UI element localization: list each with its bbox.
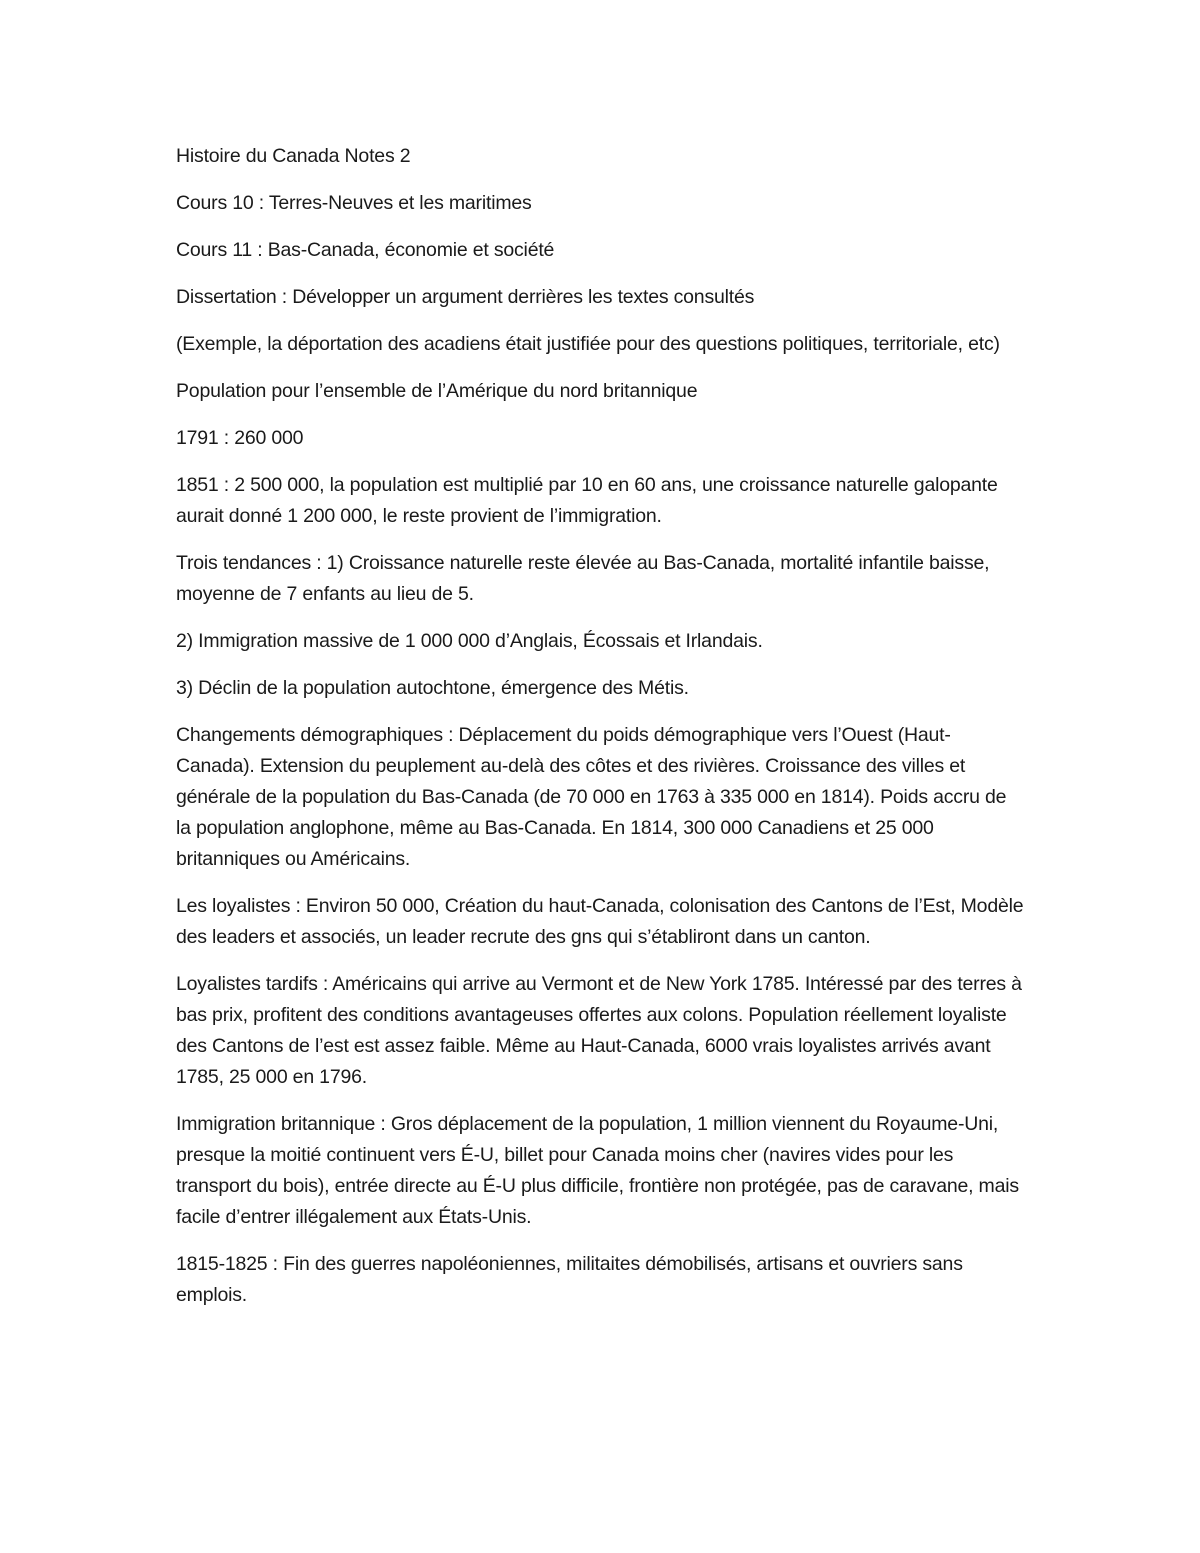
- paragraph-changements-demographiques: Changements démographiques : Déplacement du poids démographique vers l’Ouest (Haut-Canada). Extension du peuplement au-delà des côtes et des rivières. Croissance des villes et générale de la population du Bas-Canada (de 70 000 en 1763 à 335 000 en 1814). Poids accru de la population anglophone, même au Bas-Canada. En 1814, 300 000 Canadiens et 25 000 britanniques ou Américains.: [176, 724, 1007, 870]
- paragraph-loyalistes: Les loyalistes : Environ 50 000, Création du haut-Canada, colonisation des Cantons de l’Est, Modèle des leaders et associés, un leader recrute des gns qui s’établiront dans un canton.: [176, 895, 1024, 948]
- paragraph-exemple: (Exemple, la déportation des acadiens était justifiée pour des questions politiques, territoriale, etc): [176, 333, 1000, 355]
- paragraph-trois-tendances: Trois tendances : 1) Croissance naturelle reste élevée au Bas-Canada, mortalité infantile baisse, moyenne de 7 enfants au lieu de 5.: [176, 552, 990, 605]
- paragraph-dissertation: Dissertation : Développer un argument derrières les textes consultés: [176, 286, 755, 308]
- paragraph-cours-10: Cours 10 : Terres-Neuves et les maritimes: [176, 192, 532, 214]
- document-body: [176, 141, 1026, 1327]
- paragraph-cours-11: Cours 11 : Bas-Canada, économie et société: [176, 239, 555, 261]
- paragraph-1815-1825: 1815-1825 : Fin des guerres napoléoniennes, militaites démobilisés, artisans et ouvriers sans emplois.: [176, 1253, 963, 1306]
- paragraph-1851: 1851 : 2 500 000, la population est multiplié par 10 en 60 ans, une croissance naturelle galopante aurait donné 1 200 000, le reste provient de l’immigration.: [176, 474, 998, 527]
- paragraph-1791: 1791 : 260 000: [176, 427, 304, 449]
- paragraph-immigration-massive: 2) Immigration massive de 1 000 000 d’Anglais, Écossais et Irlandais.: [176, 630, 763, 652]
- paragraph-population-heading: Population pour l’ensemble de l’Amérique du nord britannique: [176, 380, 698, 402]
- paragraph-loyalistes-tardifs: Loyalistes tardifs : Américains qui arrive au Vermont et de New York 1785. Intéressé par des terres à bas prix, profitent des conditions avantageuses offertes aux colons. Population réellement loyaliste des Cantons de l’est est assez faible. Même au Haut-Canada, 6000 vrais loyalistes arrivés avant 1785, 25 000 en 1796.: [176, 973, 1022, 1088]
- document-title: Histoire du Canada Notes 2: [176, 145, 411, 167]
- paragraph-immigration-britannique: Immigration britannique : Gros déplacement de la population, 1 million viennent du Royaume-Uni, presque la moitié continuent vers É-U, billet pour Canada moins cher (navires vides pour les transport du bois), entrée directe au É-U plus difficile, frontière non protégée, pas de caravane, mais facile d’entrer illégalement aux États-Unis.: [176, 1113, 1019, 1228]
- paragraph-declin: 3) Déclin de la population autochtone, émergence des Métis.: [176, 677, 689, 699]
